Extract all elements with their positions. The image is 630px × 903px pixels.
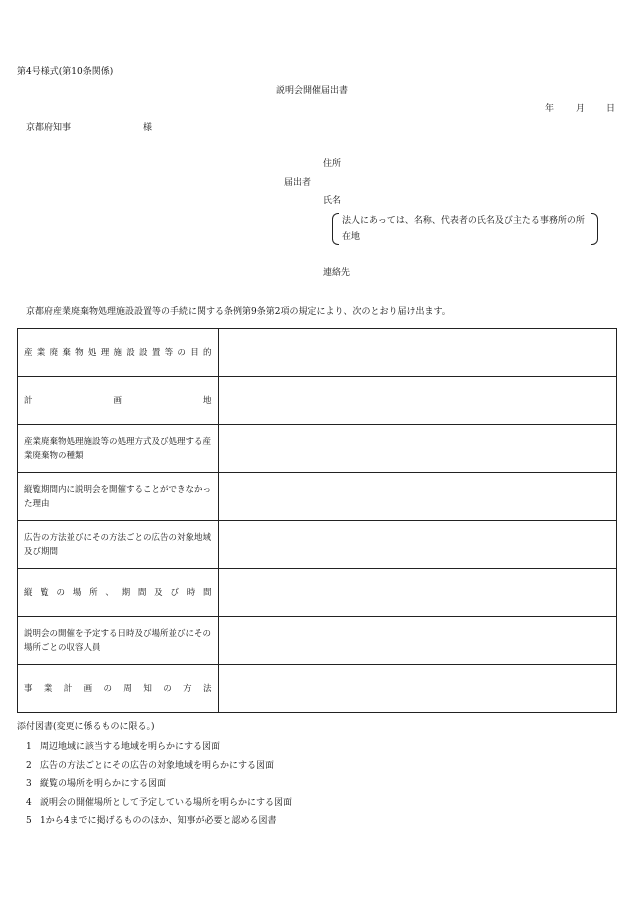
corporate-note-bracket: [332, 213, 598, 245]
row-label-cell: [18, 521, 219, 569]
date-line: [0, 104, 630, 116]
table-row: [18, 473, 617, 521]
table-row: [18, 425, 617, 473]
row-label: 産業廃棄物処理施設等の処理方式及び処理する産業廃棄物の種類: [24, 436, 212, 461]
table-row: [18, 665, 617, 713]
table-row: [18, 377, 617, 425]
row-value-field[interactable]: [219, 473, 617, 521]
attachment-number: 1: [26, 742, 32, 752]
attachment-text: 周辺地域に該当する地域を明らかにする図面: [40, 742, 221, 752]
attachment-text: 広告の方法ごとにその広告の対象地域を明らかにする図面: [40, 760, 275, 771]
form-number: 第4号様式(第10条関係): [17, 67, 114, 77]
contact-label: 連絡先: [323, 268, 351, 278]
row-label-cell: [18, 569, 219, 617]
address-label: 住所: [323, 159, 342, 169]
row-label: 説明会の開催を予定する日時及び場所並びにその場所ごとの収容人員: [24, 628, 212, 653]
attachment-number: 3: [26, 779, 32, 789]
list-item: [26, 779, 292, 798]
row-label: 計画地: [24, 395, 212, 406]
statement-text: 京都府産業廃棄物処理施設設置等の手続に関する条例第9条第2項の規定により、次のとおり届け出ます。: [26, 307, 451, 317]
row-label: 広告の方法並びにその方法ごとの広告の対象地域及び期間: [24, 532, 212, 557]
row-label: 産業廃棄物処理施設設置等の目的: [24, 347, 212, 358]
table-row: [18, 329, 617, 377]
list-item: [26, 816, 292, 835]
addressee-honorific: 様: [143, 123, 153, 133]
row-value-field[interactable]: [219, 329, 617, 377]
addressee-name: 京都府知事: [26, 123, 72, 133]
row-value-field[interactable]: [219, 521, 617, 569]
attachments-title: 添付図書(変更に係るものに限る。): [17, 722, 155, 732]
row-label-cell: [18, 329, 219, 377]
left-bracket: [332, 213, 339, 245]
row-value-field[interactable]: [219, 377, 617, 425]
row-value-field[interactable]: [219, 665, 617, 713]
table-row: [18, 569, 617, 617]
row-label-cell: [18, 617, 219, 665]
row-label-cell: [18, 473, 219, 521]
row-label-cell: [18, 377, 219, 425]
row-value-field[interactable]: [219, 569, 617, 617]
name-label: 氏名: [323, 196, 342, 206]
row-label: 縦覧期間内に説明会を開催することができなかった理由: [24, 484, 212, 509]
row-value-field[interactable]: [219, 425, 617, 473]
attachment-number: 5: [26, 816, 32, 826]
row-label: 縦覧の場所、期間及び時間: [24, 587, 212, 598]
row-value-field[interactable]: [219, 617, 617, 665]
row-label-cell: [18, 425, 219, 473]
document-title: 説明会開催届出書: [276, 86, 349, 96]
list-item: [26, 761, 292, 780]
date-year: 年: [545, 104, 555, 114]
row-label-cell: [18, 665, 219, 713]
date-day: 日: [606, 104, 616, 114]
table-row: [18, 617, 617, 665]
attachment-number: 4: [26, 797, 32, 808]
list-item: [26, 798, 292, 817]
attachment-number: 2: [26, 760, 32, 771]
attachments-list: [26, 742, 292, 835]
attachment-text: 説明会の開催場所として予定している場所を明らかにする図面: [40, 797, 293, 808]
attachment-text: 1から4までに掲げるもののほか、知事が必要と認める図書: [40, 816, 277, 826]
right-bracket: [591, 213, 598, 245]
applicant-label: 届出者: [284, 178, 312, 188]
attachment-text: 縦覧の場所を明らかにする図面: [40, 779, 167, 789]
list-item: [26, 742, 292, 761]
corporate-note: 法人にあっては、名称、代表者の氏名及び主たる事務所の所在地: [342, 216, 585, 242]
date-month: 月: [576, 104, 586, 114]
row-label: 事業計画の周知の方法: [24, 683, 212, 694]
form-table: [17, 328, 617, 713]
table-row: [18, 521, 617, 569]
